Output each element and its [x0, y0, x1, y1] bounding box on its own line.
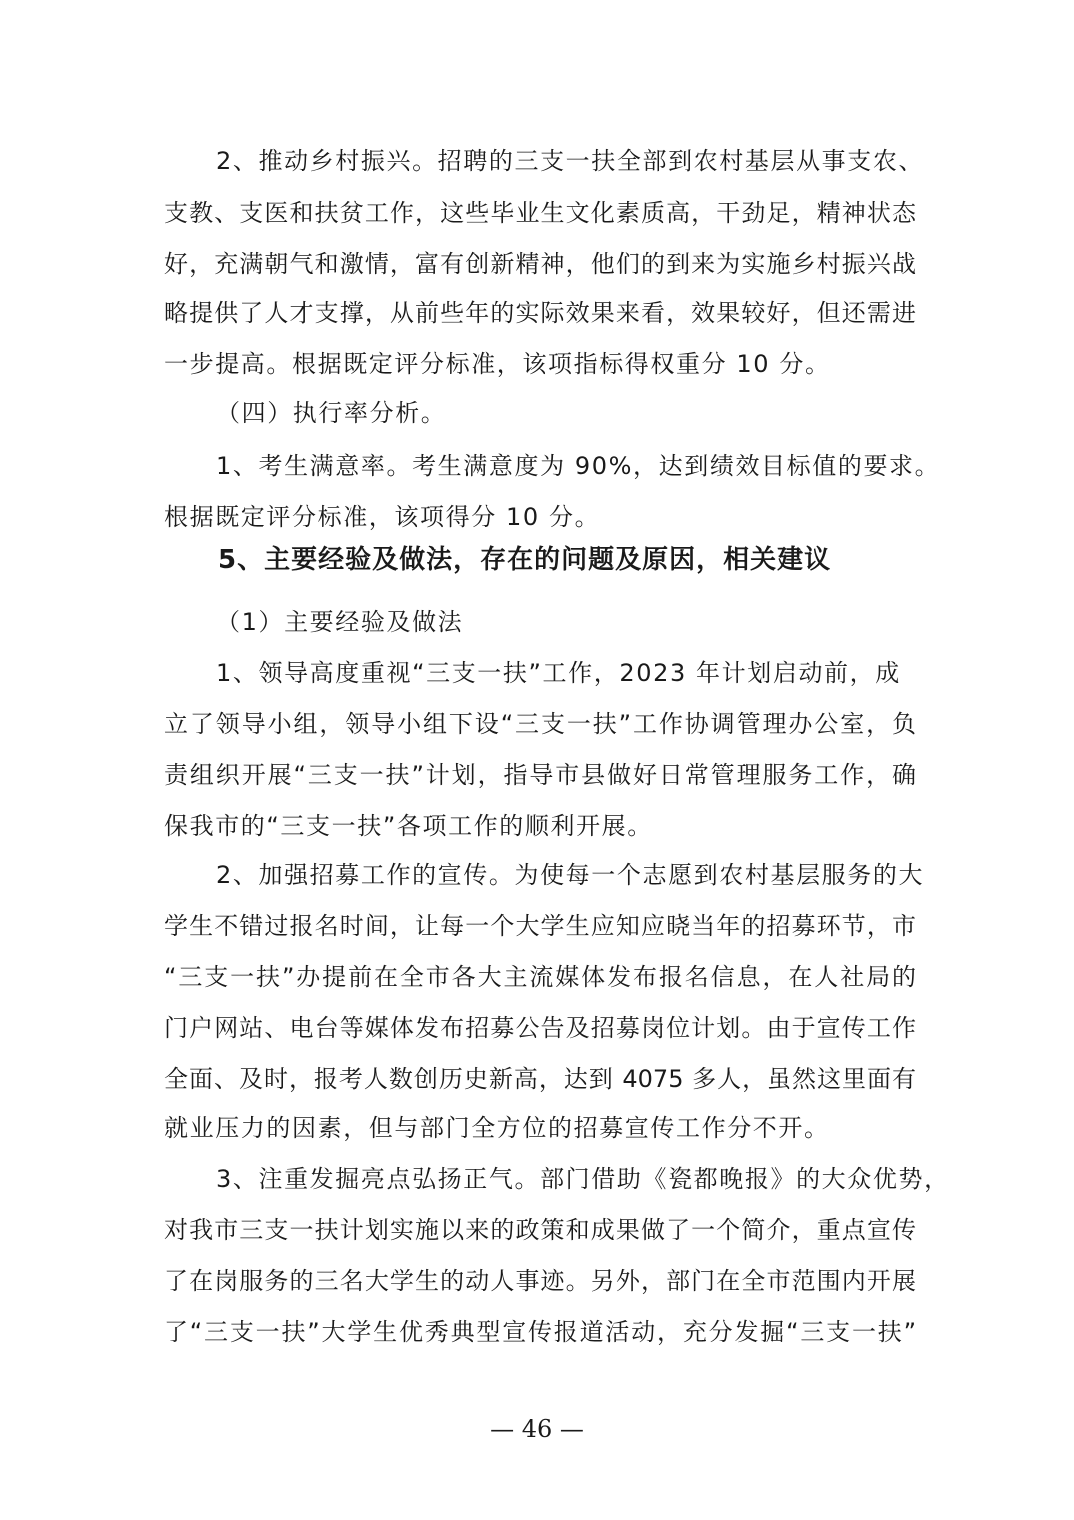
subsection-heading: （1）主要经验及做法 — [216, 608, 464, 636]
subsection-heading: （四）执行率分析。 — [216, 399, 447, 427]
paragraph-line: 2、加强招募工作的宣传。为使每一个志愿到农村基层服务的大 — [216, 861, 925, 889]
paragraph-line: 全面、及时，报考人数创历史新高，达到 4075 多人，虽然这里面有 — [164, 1065, 916, 1093]
paragraph-line: 一步提高。根据既定评分标准，该项指标得权重分 10 分。 — [164, 350, 831, 378]
paragraph-line: 2、推动乡村振兴。招聘的三支一扶全部到农村基层从事支农、 — [216, 147, 925, 175]
paragraph-line: 1、考生满意率。考生满意度为 90%，达到绩效目标值的要求。 — [216, 452, 941, 480]
paragraph-line: 支教、支医和扶贫工作，这些毕业生文化素质高，干劲足，精神状态 — [164, 199, 916, 227]
paragraph-line: 1、领导高度重视“三支一扶”工作，2023 年计划启动前，成 — [216, 659, 901, 687]
paragraph-line: 对我市三支一扶计划实施以来的政策和成果做了一个简介，重点宣传 — [164, 1216, 916, 1244]
paragraph-line: 略提供了人才支撑，从前些年的实际效果来看，效果较好，但还需进 — [164, 299, 916, 327]
section-heading: 5、主要经验及做法，存在的问题及原因，相关建议 — [218, 545, 832, 575]
paragraph-line: 保我市的“三支一扶”各项工作的顺利开展。 — [164, 812, 653, 840]
paragraph-line: 好，充满朝气和激情，富有创新精神，他们的到来为实施乡村振兴战 — [164, 250, 916, 278]
paragraph-line: “三支一扶”办提前在全市各大主流媒体发布报名信息，在人社局的 — [164, 963, 916, 991]
page-number: — 46 — — [490, 1415, 584, 1443]
paragraph-line: 就业压力的因素，但与部门全方位的招募宣传工作分不开。 — [164, 1114, 830, 1142]
paragraph-line: 了在岗服务的三名大学生的动人事迹。另外，部门在全市范围内开展 — [164, 1267, 916, 1295]
paragraph-line: 根据既定评分标准，该项得分 10 分。 — [164, 503, 601, 531]
paragraph-line: 学生不错过报名时间，让每一个大学生应知应晓当年的招募环节，市 — [164, 912, 916, 940]
paragraph-line: 了“三支一扶”大学生优秀典型宣传报道活动，充分发掘“三支一扶” — [164, 1318, 916, 1346]
paragraph-line: 立了领导小组，领导小组下设“三支一扶”工作协调管理办公室，负 — [164, 710, 916, 738]
paragraph-line: 门户网站、电台等媒体发布招募公告及招募岗位计划。由于宣传工作 — [164, 1014, 916, 1042]
paragraph-line: 3、注重发掘亮点弘扬正气。部门借助《瓷都晚报》的大众优势， — [216, 1165, 950, 1193]
paragraph-line: 责组织开展“三支一扶”计划，指导市县做好日常管理服务工作，确 — [164, 761, 916, 789]
